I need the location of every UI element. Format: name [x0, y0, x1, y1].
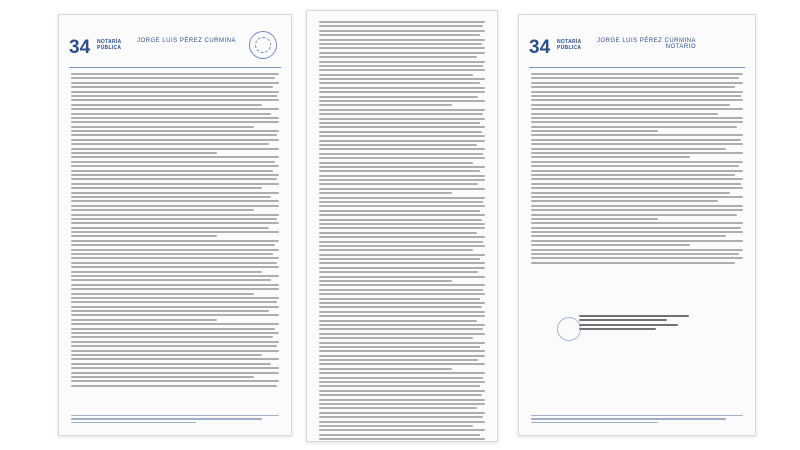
text-line — [71, 235, 217, 237]
text-line — [319, 96, 478, 98]
text-line — [71, 253, 273, 255]
text-line — [71, 422, 196, 424]
text-line — [71, 95, 277, 97]
notary-stamp-icon — [557, 317, 581, 341]
text-line — [71, 376, 254, 378]
text-line — [319, 293, 485, 295]
text-line — [319, 412, 485, 414]
text-line — [71, 73, 279, 75]
text-line — [71, 86, 273, 88]
text-line — [71, 279, 271, 281]
text-line — [319, 61, 485, 63]
text-line — [531, 178, 743, 180]
text-line — [319, 284, 485, 286]
text-line — [319, 179, 485, 181]
notary-label: NOTARÍA PÚBLICA — [97, 39, 122, 51]
text-line — [71, 113, 271, 115]
text-line — [319, 394, 482, 396]
text-line — [319, 175, 485, 177]
text-line — [531, 165, 739, 167]
text-line — [319, 399, 485, 401]
signature-block — [579, 315, 689, 333]
text-line — [71, 91, 279, 93]
text-line — [319, 47, 485, 49]
text-line — [319, 183, 478, 185]
text-line — [71, 310, 269, 312]
header-rule — [529, 67, 745, 68]
text-line — [531, 82, 743, 84]
text-line — [319, 315, 485, 317]
text-line — [531, 244, 690, 246]
text-line — [71, 385, 277, 387]
text-line — [319, 328, 483, 330]
text-line — [319, 276, 485, 278]
text-line — [71, 244, 275, 246]
text-line — [71, 415, 279, 417]
text-line — [319, 122, 480, 124]
text-line — [71, 323, 279, 325]
text-line — [579, 319, 667, 321]
text-line — [319, 219, 482, 221]
text-line — [71, 345, 277, 347]
text-line — [71, 134, 277, 136]
text-line — [531, 99, 743, 101]
text-line — [319, 91, 485, 93]
text-line — [71, 148, 279, 150]
text-line — [71, 328, 275, 330]
text-line — [71, 306, 279, 308]
text-line — [71, 99, 279, 101]
text-line — [319, 262, 485, 264]
text-line — [531, 422, 658, 424]
text-line — [71, 266, 279, 268]
text-line — [71, 332, 279, 334]
text-line — [71, 240, 279, 242]
notary-number: 34 — [529, 37, 551, 58]
text-line — [319, 333, 485, 335]
text-line — [531, 139, 741, 141]
text-line — [319, 236, 485, 238]
text-line — [531, 77, 739, 79]
text-line — [531, 108, 743, 110]
text-line — [319, 157, 485, 159]
text-line — [71, 372, 279, 374]
text-line — [319, 232, 477, 234]
text-line — [319, 429, 485, 431]
text-line — [71, 293, 254, 295]
text-line — [71, 363, 271, 365]
text-line — [319, 30, 485, 32]
text-line — [531, 152, 743, 154]
document-page-2 — [306, 10, 498, 442]
text-line — [319, 298, 480, 300]
text-line — [531, 73, 743, 75]
document-text-block — [71, 73, 279, 389]
text-line — [71, 130, 279, 132]
text-line — [319, 324, 485, 326]
text-line — [71, 187, 262, 189]
text-line — [319, 56, 477, 58]
text-line — [531, 117, 743, 119]
text-line — [71, 139, 279, 141]
text-line — [319, 214, 485, 216]
text-line — [319, 438, 485, 440]
text-line — [531, 148, 726, 150]
text-line — [319, 416, 483, 418]
text-line — [319, 188, 485, 190]
text-line — [319, 241, 483, 243]
text-line — [319, 126, 485, 128]
text-line — [71, 257, 279, 259]
text-line — [319, 311, 485, 313]
text-line — [319, 74, 473, 76]
text-line — [71, 126, 254, 128]
text-line — [319, 192, 452, 194]
text-line — [71, 192, 279, 194]
text-line — [531, 126, 737, 128]
text-line — [531, 113, 718, 115]
text-line — [531, 200, 718, 202]
text-line — [71, 205, 279, 207]
text-line — [71, 227, 269, 229]
text-line — [71, 319, 217, 321]
text-line — [71, 104, 262, 106]
text-line — [71, 358, 279, 360]
text-line — [71, 314, 279, 316]
text-line — [319, 25, 483, 27]
text-line — [579, 328, 656, 330]
text-line — [71, 218, 277, 220]
text-line — [71, 174, 279, 176]
text-line — [71, 284, 279, 286]
text-line — [319, 280, 452, 282]
text-line — [531, 231, 743, 233]
text-line — [531, 95, 741, 97]
text-line — [319, 390, 485, 392]
text-line — [319, 21, 485, 23]
text-line — [71, 77, 275, 79]
text-line — [319, 385, 480, 387]
text-line — [319, 363, 485, 365]
text-line — [319, 131, 482, 133]
text-line — [71, 297, 279, 299]
text-line — [319, 425, 473, 427]
text-line — [531, 121, 743, 123]
text-line — [319, 87, 485, 89]
text-line — [71, 200, 279, 202]
text-line — [71, 196, 271, 198]
text-line — [319, 407, 477, 409]
document-text-block — [319, 21, 485, 442]
notary-seal-icon — [249, 31, 277, 59]
text-line — [319, 381, 485, 383]
text-line — [319, 372, 485, 374]
text-line — [319, 289, 483, 291]
text-line — [319, 82, 480, 84]
text-line — [71, 82, 279, 84]
text-line — [319, 34, 480, 36]
text-line — [319, 43, 482, 45]
text-line — [531, 161, 743, 163]
text-line — [319, 306, 482, 308]
text-line — [531, 134, 743, 136]
text-line — [531, 91, 743, 93]
text-line — [71, 143, 269, 145]
text-line — [319, 254, 485, 256]
text-line — [319, 258, 480, 260]
text-line — [531, 209, 743, 211]
text-line — [319, 104, 452, 106]
text-line — [319, 249, 473, 251]
text-line — [531, 104, 730, 106]
text-line — [531, 418, 726, 420]
notary-name: JORGE LUIS PÉREZ CURMINA NOTARIO — [597, 38, 697, 50]
text-line — [71, 301, 277, 303]
text-line — [71, 341, 279, 343]
text-line — [319, 403, 485, 405]
text-line — [531, 218, 658, 220]
notary-label: NOTARÍA PÚBLICA — [557, 39, 582, 51]
text-line — [531, 187, 743, 189]
text-line — [531, 205, 743, 207]
text-line — [319, 337, 473, 339]
text-line — [531, 235, 726, 237]
text-line — [319, 355, 485, 357]
text-line — [319, 113, 483, 115]
text-line — [319, 135, 485, 137]
document-text-block — [531, 73, 743, 266]
text-line — [319, 434, 480, 436]
text-line — [71, 121, 279, 123]
text-line — [71, 222, 279, 224]
text-line — [319, 346, 480, 348]
text-line — [531, 415, 743, 417]
text-line — [71, 170, 273, 172]
text-line — [531, 183, 741, 185]
text-line — [319, 166, 485, 168]
text-line — [71, 161, 275, 163]
text-line — [71, 178, 277, 180]
text-line — [531, 156, 690, 158]
text-line — [319, 78, 485, 80]
text-line — [71, 262, 277, 264]
text-line — [319, 245, 485, 247]
text-line — [319, 210, 480, 212]
text-line — [71, 367, 279, 369]
text-line — [71, 288, 279, 290]
text-line — [71, 231, 279, 233]
text-line — [71, 418, 262, 420]
header-rule — [69, 67, 281, 68]
text-line — [531, 170, 743, 172]
text-line — [319, 65, 483, 67]
text-line — [71, 156, 279, 158]
text-line — [71, 117, 279, 119]
page-footer — [71, 415, 279, 426]
text-line — [531, 262, 735, 264]
text-line — [319, 421, 485, 423]
text-line — [319, 39, 485, 41]
text-line — [531, 192, 730, 194]
text-line — [531, 143, 743, 145]
text-line — [71, 275, 279, 277]
text-line — [319, 271, 478, 273]
text-line — [319, 109, 485, 111]
text-line — [319, 100, 485, 102]
text-line — [531, 130, 658, 132]
text-line — [319, 144, 477, 146]
text-line — [319, 377, 483, 379]
text-line — [319, 148, 485, 150]
text-line — [319, 153, 483, 155]
text-line — [71, 354, 262, 356]
text-line — [531, 222, 743, 224]
text-line — [71, 152, 217, 154]
text-line — [71, 165, 279, 167]
text-line — [531, 196, 743, 198]
text-line — [71, 183, 279, 185]
notary-name: JORGE LUIS PÉREZ CURMINA — [137, 38, 237, 44]
text-line — [319, 201, 483, 203]
text-line — [319, 342, 485, 344]
text-line — [71, 249, 279, 251]
text-line — [71, 271, 262, 273]
text-line — [71, 214, 279, 216]
text-line — [71, 209, 254, 211]
text-line — [319, 118, 485, 120]
text-line — [319, 368, 452, 370]
text-line — [531, 253, 739, 255]
text-line — [319, 267, 485, 269]
text-line — [319, 162, 473, 164]
text-line — [71, 380, 279, 382]
text-line — [579, 324, 678, 326]
text-line — [319, 197, 485, 199]
document-page-1 — [58, 14, 292, 436]
text-line — [319, 52, 485, 54]
text-line — [319, 227, 485, 229]
text-line — [579, 315, 689, 317]
page-footer — [531, 415, 743, 426]
notary-header — [529, 37, 745, 67]
text-line — [531, 240, 743, 242]
text-line — [71, 336, 273, 338]
text-line — [319, 69, 485, 71]
text-line — [319, 359, 478, 361]
notary-header — [69, 37, 281, 67]
text-line — [71, 108, 279, 110]
text-line — [319, 223, 485, 225]
text-line — [531, 257, 743, 259]
text-line — [531, 214, 737, 216]
text-line — [319, 350, 485, 352]
text-line — [531, 249, 743, 251]
text-line — [319, 170, 480, 172]
text-line — [319, 140, 485, 142]
text-line — [319, 205, 485, 207]
text-line — [531, 227, 741, 229]
notary-number: 34 — [69, 37, 91, 58]
text-line — [71, 350, 279, 352]
document-page-3 — [518, 14, 756, 436]
text-line — [319, 302, 485, 304]
text-line — [531, 86, 735, 88]
text-line — [531, 174, 735, 176]
text-line — [319, 320, 477, 322]
